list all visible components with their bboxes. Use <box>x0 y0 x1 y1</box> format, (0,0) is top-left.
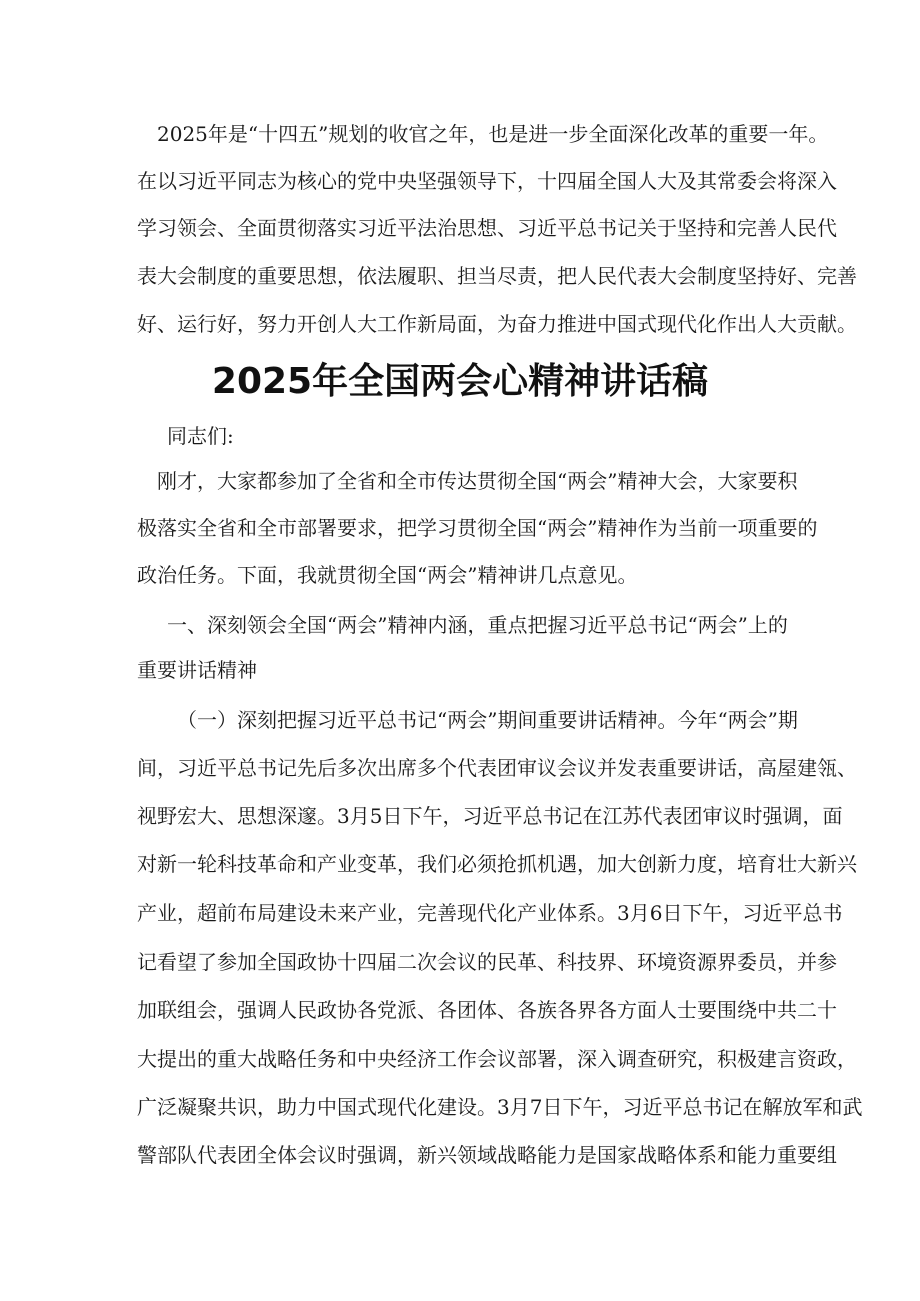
para2-line-3: 视野宏大、思想深邃。3月5日下午，习近平总书记在江苏代表团审议时强调，面 <box>137 804 843 828</box>
para2-line-8: 大提出的重大战略任务和中央经济工作会议部署，深入调查研究，积极建言资政， <box>137 1047 857 1071</box>
intro-line-5: 好、运行好，努力开创人大工作新局面，为奋力推进中国式现代化作出人大贡献。 <box>137 312 857 336</box>
para1-line-1: 刚才，大家都参加了全省和全市传达贯彻全国“两会”精神大会，大家要积 <box>157 469 798 493</box>
para1-line-3: 政治任务。下面，我就贯彻全国“两会”精神讲几点意见。 <box>137 563 638 587</box>
intro-line-2: 在以习近平同志为核心的党中央坚强领导下，十四届全国人大及其常委会将深入 <box>137 169 837 193</box>
heading1-line-2: 重要讲话精神 <box>137 658 257 682</box>
para1-line-2: 极落实全省和全市部署要求，把学习贯彻全国“两会”精神作为当前一项重要的 <box>137 516 818 540</box>
document-title: 2025年全国两会心精神讲话稿 <box>211 361 709 402</box>
para2-line-2: 间，习近平总书记先后多次出席多个代表团审议会议并发表重要讲话，高屋建瓴、 <box>137 756 857 780</box>
intro-line-4: 表大会制度的重要思想，依法履职、担当尽责，把人民代表大会制度坚持好、完善 <box>137 264 857 288</box>
intro-line-1: 2025年是“十四五”规划的收官之年，也是进一步全面深化改革的重要一年。 <box>157 122 829 146</box>
para2-line-5: 产业，超前布局建设未来产业，完善现代化产业体系。3月6日下午，习近平总书 <box>137 901 843 925</box>
para2-line-7: 加联组会，强调人民政协各党派、各团体、各族各界各方面人士要围绕中共二十 <box>137 998 837 1022</box>
para2-line-10: 警部队代表团全体会议时强调，新兴领域战略能力是国家战略体系和能力重要组 <box>137 1143 837 1167</box>
para2-line-9: 广泛凝聚共识，助力中国式现代化建设。3月7日下午，习近平总书记在解放军和武 <box>137 1095 863 1119</box>
intro-line-3: 学习领会、全面贯彻落实习近平法治思想、习近平总书记关于坚持和完善人民代 <box>137 216 837 240</box>
para2-line-1: （一）深刻把握习近平总书记“两会”期间重要讲话精神。今年“两会”期 <box>177 708 798 732</box>
greeting: 同志们: <box>167 424 234 448</box>
para2-line-4: 对新一轮科技革命和产业变革，我们必须抢抓机遇，加大创新力度，培育壮大新兴 <box>137 852 857 876</box>
para2-line-6: 记看望了参加全国政协十四届二次会议的民革、科技界、环境资源界委员，并参 <box>137 950 837 974</box>
heading1-line-1: 一、深刻领会全国“两会”精神内涵，重点把握习近平总书记“两会”上的 <box>167 613 788 637</box>
